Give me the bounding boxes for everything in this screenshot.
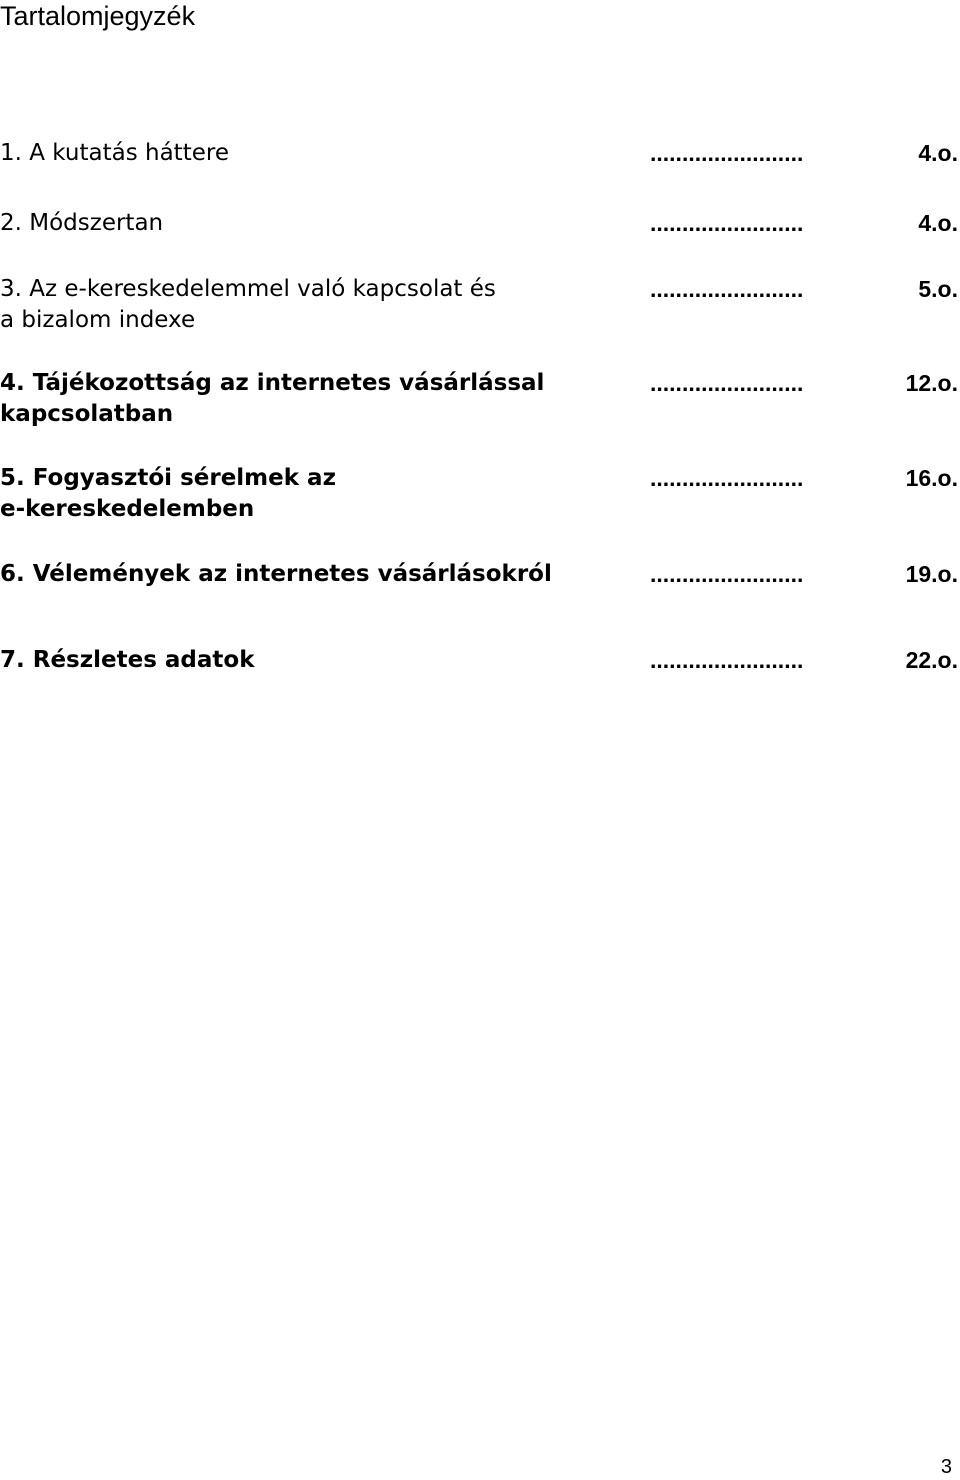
- toc-entry-title-line: 4. Tájékozottság az internetes vásárlással: [0, 370, 545, 396]
- toc-leader-dots: ........................: [650, 561, 804, 587]
- toc-page-ref: 22.o.: [905, 647, 958, 673]
- toc-entry-title: [0, 463, 640, 525]
- toc-entry-title-line: 2. Módszertan: [0, 210, 164, 236]
- toc-leader-dots: ........................: [650, 465, 804, 491]
- page-number: 3: [940, 1456, 952, 1478]
- toc-entry-title: [0, 645, 640, 676]
- toc-leader-dots: ........................: [650, 140, 804, 166]
- toc-entry-title: [0, 208, 640, 239]
- toc-entry-title: [0, 274, 640, 336]
- toc-entry-title-line: 3. Az e-kereskedelemmel való kapcsolat és: [0, 276, 496, 302]
- toc-leader-dots: ........................: [650, 647, 804, 673]
- toc-entry-title: [0, 559, 640, 590]
- toc-page-ref: 16.o.: [905, 465, 958, 491]
- toc-page-ref: 19.o.: [905, 561, 958, 587]
- toc-page-ref: 12.o.: [905, 370, 958, 396]
- toc-entry-title-line: a bizalom indexe: [0, 307, 196, 333]
- toc-entry-title-line: 7. Részletes adatok: [0, 647, 255, 673]
- toc-entry-title-line: 1. A kutatás háttere: [0, 140, 229, 166]
- toc-entry-title-line: 6. Vélemények az internetes vásárlásokról: [0, 561, 552, 587]
- toc-page-ref: 4.o.: [918, 210, 958, 236]
- toc-entry-title: [0, 138, 640, 169]
- toc-entry-title-line: 5. Fogyasztói sérelmek az: [0, 465, 336, 491]
- page-title: Tartalomjegyzék: [0, 1, 196, 31]
- toc-page-ref: 5.o.: [918, 276, 958, 302]
- toc-entry-title-line: kapcsolatban: [0, 401, 174, 427]
- toc-leader-dots: ........................: [650, 276, 804, 302]
- toc-entry-title: [0, 368, 640, 430]
- toc-page-ref: 4.o.: [918, 140, 958, 166]
- toc-leader-dots: ........................: [650, 370, 804, 396]
- toc-leader-dots: ........................: [650, 210, 804, 236]
- toc-entry-title-line: e-kereskedelemben: [0, 496, 255, 522]
